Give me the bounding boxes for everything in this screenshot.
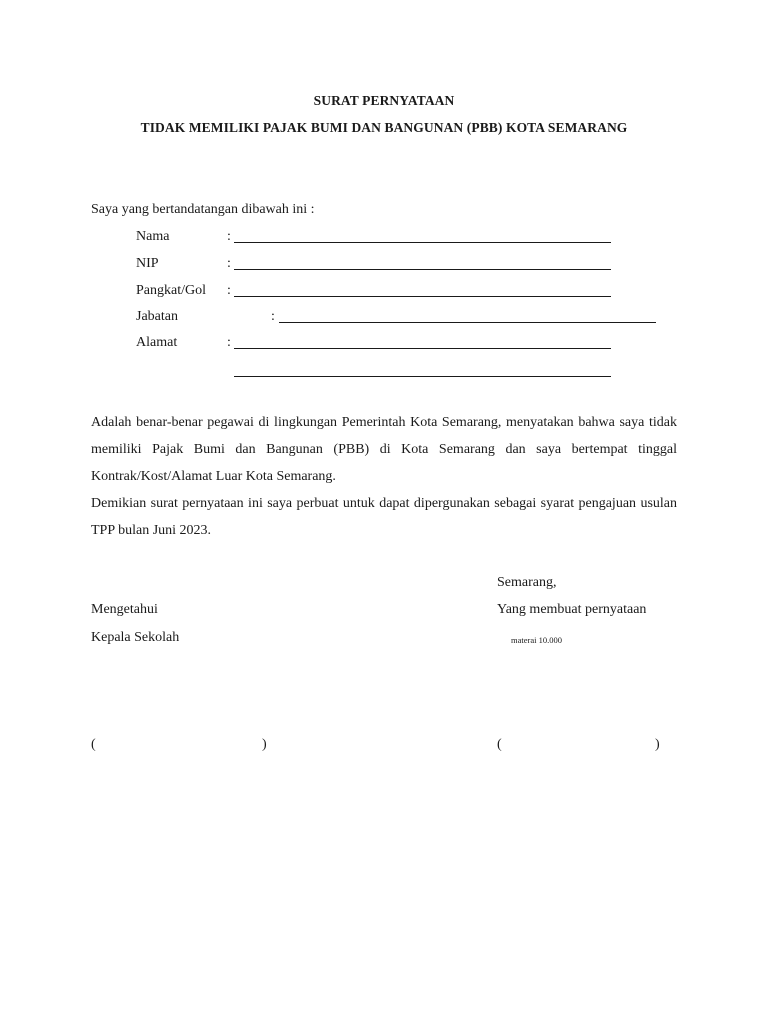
field-line-alamat	[234, 348, 611, 349]
document-title: SURAT PERNYATAAN	[313, 93, 455, 108]
field-colon-alamat: :	[227, 335, 231, 350]
field-colon-nip: :	[227, 256, 231, 271]
principal-label: Kepala Sekolah	[91, 630, 180, 645]
field-line-pangkat	[234, 296, 611, 297]
left-signature-open-paren: (	[91, 737, 96, 752]
field-line-nip	[234, 269, 611, 270]
field-line-jabatan	[279, 322, 656, 323]
field-colon-nama: :	[227, 229, 231, 244]
field-label-pangkat: Pangkat/Gol	[136, 283, 206, 298]
field-label-nip: NIP	[136, 256, 159, 271]
intro-text: Saya yang bertandatangan dibawah ini :	[91, 202, 315, 217]
field-label-alamat: Alamat	[136, 335, 178, 350]
acknowledged-label: Mengetahui	[91, 602, 158, 617]
statement-paragraph: Adalah benar-benar pegawai di lingkungan Pemerintah Kota Semarang, menyatakan bahwa saya tidak memiliki Pajak Bumi dan Bangunan (PBB) di Kota Semarang dan saya bertempat tinggal Kontrak/Kost/Alamat Luar Kota Semarang.	[91, 415, 677, 484]
closing-paragraph: Demikian surat pernyataan ini saya perbuat untuk dapat dipergunakan sebagai syarat pengajuan usulan TPP bulan Juni 2023.	[91, 496, 677, 538]
right-signature-close-paren: )	[655, 737, 660, 752]
field-colon-pangkat: :	[227, 283, 231, 298]
declarant-label: Yang membuat pernyataan	[497, 602, 647, 617]
field-colon-jabatan: :	[271, 309, 275, 324]
field-label-jabatan: Jabatan	[136, 309, 178, 324]
document-subtitle: TIDAK MEMILIKI PAJAK BUMI DAN BANGUNAN (PBB) KOTA SEMARANG	[140, 120, 628, 135]
signature-place: Semarang,	[497, 575, 557, 590]
right-signature-open-paren: (	[497, 737, 502, 752]
field-line-nama	[234, 242, 611, 243]
stamp-note: materai 10.000	[511, 635, 562, 645]
field-label-nama: Nama	[136, 229, 170, 244]
left-signature-close-paren: )	[262, 737, 267, 752]
field-line-alamat-2	[234, 376, 611, 377]
